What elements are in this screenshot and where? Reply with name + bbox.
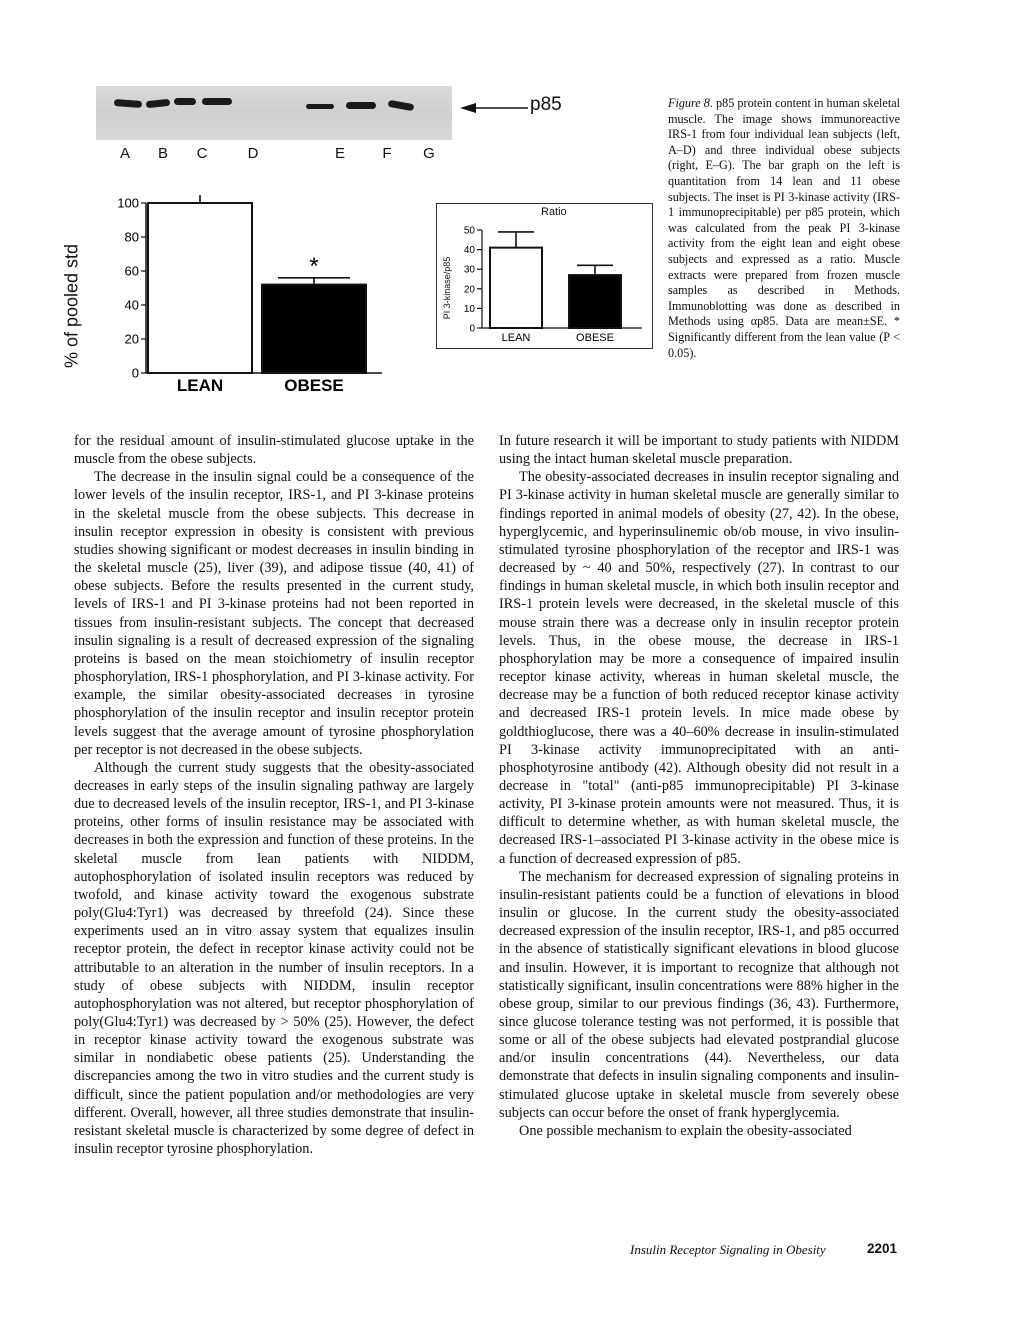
bar-obese: [262, 285, 366, 373]
figure-caption: [668, 96, 900, 361]
paragraph: The mechanism for decreased expression of signaling proteins in insulin-resistant patients could be a function of elevations in blood insulin or glucose. In the current study the obesity-associated decreased expression of the insulin receptor, IRS-1, and p85 occurred in the absence of statistically significant elevations in blood glucose and insulin. However, it is important to recognize that although not statistically significant, insulin concentrations were 88% higher in the obese group, similar to our previous findings (36, 43). Furthermore, since glucose tolerance testing was not performed, it is possible that some or all of the obese subjects had elevated postprandial glucose and/or insulin concentrations (44). Nevertheless, our data demonstrate that defects in insulin signaling components and insulin-stimulated glucose uptake in skeletal muscle from severely obese subjects can occur before the onset of frank hyperglycemia.: [499, 868, 899, 1121]
p85-label: p85: [530, 94, 562, 115]
category-label-lean: LEAN: [176, 376, 224, 395]
paragraph: In future research it will be important to study patients with NIDDM using the intact human skeletal muscle preparation.: [499, 433, 899, 468]
y-tick-label: 60: [124, 263, 139, 279]
inset-category-label-lean: LEAN: [501, 332, 531, 344]
inset-category-label-obese: OBESE: [576, 332, 614, 344]
left-column: [74, 432, 474, 1158]
lane-label-b: B: [157, 145, 168, 162]
y-tick-label: 40: [124, 297, 139, 313]
y-tick-label: 80: [124, 229, 139, 245]
blot-band: [202, 98, 232, 105]
blot-band: [174, 98, 196, 105]
lane-label-e: E: [334, 145, 345, 162]
paragraph: for the residual amount of insulin-stimulated glucose uptake in the muscle from the obese subjects.: [74, 433, 474, 468]
paragraph: One possible mechanism to explain the obesity-associated: [519, 1122, 852, 1139]
inset-y-tick-label: 10: [463, 303, 475, 315]
figure-caption-label: Figure 8.: [668, 96, 713, 110]
lane-label-f: F: [382, 145, 392, 162]
blot-band: [146, 99, 171, 108]
y-axis-label: % of pooled std: [61, 243, 82, 369]
main-bar-chart: [88, 195, 388, 400]
blot-band: [388, 100, 415, 111]
blot-band: [306, 104, 334, 109]
y-tick-label: 100: [117, 195, 139, 211]
inset-y-tick-label: 50: [463, 225, 475, 237]
right-column: [499, 432, 899, 1140]
lane-label-d: D: [247, 145, 259, 162]
lane-label-g: G: [423, 145, 435, 162]
bar-lean: [148, 203, 252, 373]
category-label-obese: OBESE: [284, 376, 344, 395]
inset-y-tick-label: 30: [463, 264, 475, 276]
inset-y-tick-label: 20: [463, 284, 475, 296]
running-title: Insulin Receptor Signaling in Obesity: [630, 1242, 826, 1257]
inset-y-tick-label: 0: [469, 323, 475, 335]
inset-bar-lean: [490, 248, 542, 328]
blot-band: [346, 102, 376, 109]
inset-y-tick-label: 40: [463, 245, 475, 257]
inset-bar-obese: [569, 275, 621, 328]
blot-band: [114, 99, 142, 108]
paragraph: Although the current study suggests that the obesity-associated decreases in early steps of the insulin signaling pathway are largely due to decreased levels of the insulin receptor, IRS-1, and PI 3-kinase proteins, other forms of insulin resistance may be associated with decreases in both the expression and function of these proteins. In the skeletal muscle from lean patients with NIDDM, autophosphorylation of isolated insulin receptors was reduced by twofold, and kinase activity toward the exogenous substrate poly(Glu4:Tyr1) was decreased by threefold (24). Since these experiments used an in vitro assay system that equalizes insulin receptor protein, the defect in receptor kinase activity could not be attributable to an alteration in the number of insulin receptors. In a study of obese subjects with NIDDM, insulin receptor autophosphorylation was not altered, but receptor phosphorylation of poly(Glu4:Tyr1) was decreased by > 50% (25). However, the defect in receptor kinase activity toward the exogenous substrate was similar in nondiabetic obese patients (25). Understanding the discrepancies among the two in vitro studies and the current study is difficult, since the patient population and/or methodologies are very different. Overall, however, all three studies demonstrate that insulin-resistant skeletal muscle is characterized by some degree of defect in insulin receptor tyrosine phosphorylation.: [74, 759, 474, 1158]
arrow-icon: [460, 98, 530, 118]
y-tick-label: 20: [124, 331, 139, 347]
paragraph: The decrease in the insulin signal could be a consequence of the lower levels of the insulin receptor, IRS-1, and PI 3-kinase proteins in the skeletal muscle from the obese subjects. This decrease in insulin receptor expression in obesity is consistent with previous studies showing significant or modest decreases in insulin binding in the skeletal muscle (25), liver (39), and adipose tissue (40, 41) of obese subjects. Before the results presented in the current study, levels of IRS-1 and PI 3-kinase proteins had not been reported in tissues from insulin-resistant subjects. The concept that decreased insulin signaling is a result of decreased expression of the signaling proteins is based on the mean stoichiometry of insulin receptor phosphorylation, IRS-1 phosphorylation, and PI 3-kinase activity. For example, the similar obesity-associated decreases in tyrosine phosphorylation of the insulin receptor and insulin receptor protein levels suggest that the average amount of tyrosine phosphorylation per receptor is not decreased in the obese subjects.: [74, 469, 474, 758]
inset-y-axis-label: PI 3-kinase/p85: [442, 256, 452, 320]
inset-bar-chart: [452, 218, 648, 346]
lane-label-a: A: [119, 145, 130, 162]
page-number: 2201: [867, 1241, 898, 1256]
western-blot-image: [96, 86, 452, 140]
paragraph: The obesity-associated decreases in insulin receptor signaling and PI 3-kinase activity in human skeletal muscle are generally similar to findings reported in animal models of obesity (27, 42). In the obese, hyperglycemic, and hyperinsulinemic ob/ob mouse, in vivo insulin-stimulated tyrosine phosphorylation of the receptor and IRS-1 was decreased by ~ 40 and 50%, respectively (27). In contrast to our findings in human skeletal muscle, in which both insulin receptor and IRS-1 protein levels were decreased, in the skeletal muscle of this mouse strain there was a decrease only in insulin receptor protein levels. Thus, in the obese mouse, the decrease in IRS-1 phosphorylation may be more a consequence of impaired insulin receptor kinase activity, whereas in human skeletal muscle, the decrease may be a function of both reduced receptor kinase activity and decreased IRS-1 protein levels. In mice made obese by goldthioglucose, there was a 40–60% decrease in insulin-stimulated PI 3-kinase activity immunoprecipitated with an anti-phosphotyrosine antibody (42). Although obesity did not result in a decrease in "total" (anti-p85 immunoprecipitable) PI 3-kinase activity, PI 3-kinase protein amounts were not measured. Thus, it is difficult to determine whether, as with human skeletal muscle, the decreased IRS-1–associated PI 3-kinase activity in the obese mice is a function of decreased expression of p85.: [499, 469, 899, 867]
inset-title: Ratio: [541, 206, 567, 218]
y-axis-label-container: [62, 236, 82, 376]
figure-caption-text: p85 protein content in human skeletal muscle. The image shows immunoreactive IRS-1 from four individual lean subjects (left, A–D) and three individual obese subjects (right, E–G). The bar graph on the left is quantitation from 14 lean and 11 obese subjects. The inset is PI 3-kinase activity (IRS-1 immunoprecipitable) per p85 protein, which was calculated from the peak PI 3-kinase activity from the eight lean and eight obese subjects and expressed as a ratio. Muscle extracts were prepared from frozen muscle samples as described in Methods. Immunoblotting was done as described in Methods using αp85. Data are mean±SE. * Significantly different from the lean value (P < 0.05).: [668, 96, 901, 360]
significance-star: *: [309, 252, 319, 280]
y-tick-label: 0: [131, 365, 139, 381]
lane-label-c: C: [196, 145, 208, 162]
